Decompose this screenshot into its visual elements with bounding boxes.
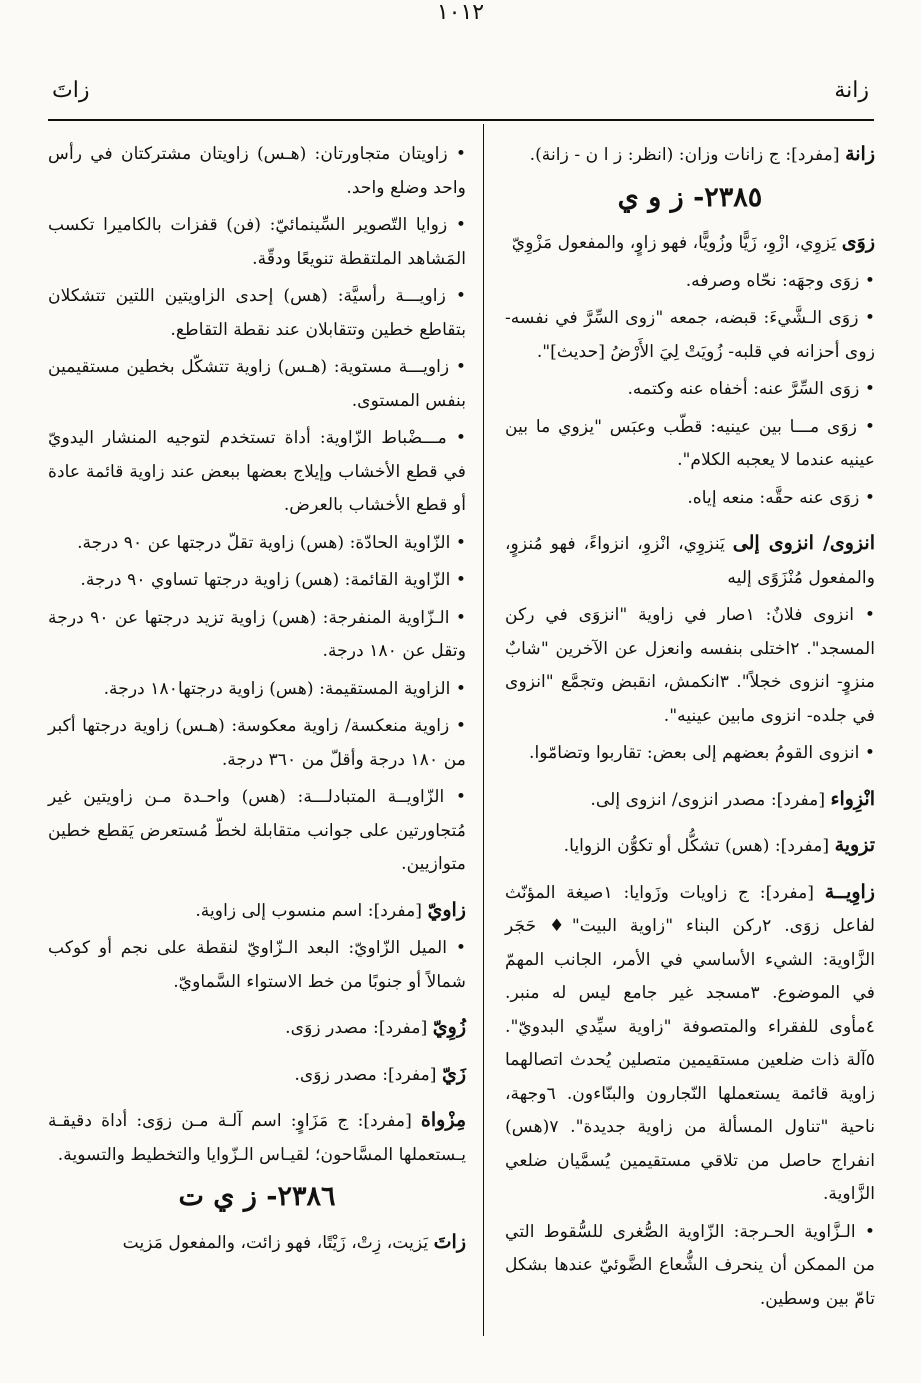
dictionary-entry xyxy=(505,527,875,595)
sense-item: • زاويـــة مستوية: (هـس) زاوية تتشكّل بخطين مستقيمين بنفس المستوى. xyxy=(48,357,466,411)
entry-definition: [مفرد]: (هس) تشكُّل أو تكوُّن الزوايا. xyxy=(563,836,835,856)
sense-item: • الـزَّاوية الحـرجة: الزّاوية الصُّغرى للسُّقوط التي من الممكن أن ينحرف الشُّعاع الضَّوئيّ عندها بشكل تامّ بين وسطين. xyxy=(505,1221,875,1309)
sense-item: • الـزّاوية المنفرجة: (هس) زاوية تزيد درجتها عن ٩٠ درجة وتقل عن ١٨٠ درجة. xyxy=(48,607,466,661)
headword: انزوى/ انزوى إلى xyxy=(732,532,875,554)
sense-item: • زاويتان متجاورتان: (هـس) زاويتان مشتركتان في رأس واحد وضلع واحد. xyxy=(48,144,466,198)
headword: زُوِيّ xyxy=(432,1016,466,1038)
column-divider xyxy=(483,124,484,1336)
running-head-left: زاتَ xyxy=(52,78,90,103)
running-head-right: زانة xyxy=(834,78,869,103)
dictionary-entry xyxy=(48,1058,466,1093)
sense-item: • انزوى القومُ بعضهم إلى بعض: تقاربوا وتضامّوا. xyxy=(528,743,875,763)
dictionary-entry xyxy=(48,1104,466,1172)
sense-item: • الميل الزّاويّ: البعد الـزّاويّ لنقطة على نجم أو كوكب شمالاً أو جنوبًا من خط الاستواء السَّماويّ. xyxy=(48,938,466,992)
entry-definition: [مفرد]: ج زاويات وزَوايا: ١صيغة المؤنّث لفاعل زوَى. ٢ركن البناء "زاوية البيت"♦ حَجَر الزَّاوية: الشيء الأساسي في الأمر، الجانب المهمّ في الموضوع. ٣مسجد غير جامع ليس له منبر. ٤مأوى للفقراء والمتصوفة "زاوية سيِّدي البدويّ". ٥آلة ذات ضلعين مستقيمين متصلين يُحدث اتصالهما زاوية قائمة يستعملها النّجارون والبنّاءون. ٦وجهة، ناحية "تناول المسألة من زاوية جديدة". ٧(هس) انفراج حاصل من تلاقي مستقيمين يُسمَّيان ضلعي الزَّاوية. xyxy=(505,882,875,1204)
sense-item: • زوايا التّصوير السِّينمائيّ: (فن) قفزات بالكاميرا تكسب المَشاهد الملتقطة تنويعًا ودقّة. xyxy=(48,215,466,269)
entry-definition: يَنزوِي، انْزوِ، انزواءً، فهو مُنزوٍ، والمفعول مُنْزَوًى إليه xyxy=(505,534,875,588)
sense-item: • مـــضْباط الزّاوية: أداة تستخدم لتوجيه المنشار اليدويّ في قطع الأخشاب وإيلاج بعضها ببعض عند زاوية قائمة عادة أو قطع الأخشاب بالعرض. xyxy=(48,428,466,515)
entry-definition: [مفرد]: ج مَزَاوٍ: اسم آلـة مـن زوَى: أداة دقيقـة يـستعملها المسَّاحون؛ لقيـاس الـزّوايا والتخطيط والتسوية. xyxy=(48,1111,466,1165)
sense-item: • انزوى فلانٌ: ١صار في زاوية "انزوَى في ركن المسجد". ٢اختلى بنفسه وانعزل عن الآخرين "شابٌ منزوٍ- انزوى خجلاً". ٣انكمش، انقبض وتجمَّع "انزوى في جلده- انزوى مابين عينيه". xyxy=(505,605,876,726)
dictionary-entry xyxy=(505,138,875,173)
page-number: ١٠١٢ xyxy=(436,0,485,25)
right-column xyxy=(505,138,875,1320)
headword: زاوِيــة xyxy=(824,880,875,903)
dictionary-entry xyxy=(505,829,875,864)
sense-item: • زوَى عنه حقَّه: منعه إياه. xyxy=(687,487,875,508)
sense-item: • زوَى السِّرَّ عنه: أخفاه عنه وكتمه. xyxy=(627,379,875,399)
headword: زَيّ xyxy=(441,1062,466,1085)
headword: زانة xyxy=(845,143,875,165)
headword: زاويّ xyxy=(427,898,466,921)
headword: انْزِواء xyxy=(830,787,875,810)
root-heading: ٢٣٨٦- ز ي ت xyxy=(178,1181,336,1212)
sense-item: • الزاوية المستقيمة: (هس) زاوية درجتها١٨٠ درجة. xyxy=(103,678,466,699)
entry-definition: [مفرد]: مصدر انزوى/ انزوى إلى. xyxy=(590,789,831,810)
sense-item: • الزّاوية الحادّة: (هس) زاوية تقلّ درجتها عن ٩٠ درجة. xyxy=(77,532,466,553)
entry-definition: يَزيت، زِتْ، زَيْتًا، فهو زائت، والمفعول مَزيت xyxy=(122,1232,434,1253)
left-column xyxy=(48,138,466,1264)
dictionary-entry xyxy=(48,1226,466,1261)
sense-item: • زاويـــة رأسيَّة: (هس) إحدى الزاويتين اللتين تتشكلان بتقاطع خطين وتتقابلان عند نقطة التقاطع. xyxy=(48,286,466,340)
dictionary-entry xyxy=(505,876,875,1212)
entry-definition: [مفرد]: مصدر زوَى. xyxy=(294,1064,442,1085)
entry-definition: [مفرد]: مصدر زوَى. xyxy=(285,1018,433,1038)
sense-item: • زوَى مـــا بين عينيه: قطّب وعبَس "يزوي ما بين عينيه عندما لا يعجبه الكلام". xyxy=(505,416,875,470)
headword: زاتَ xyxy=(433,1230,466,1253)
dictionary-entry xyxy=(48,894,466,929)
headword: زوَى xyxy=(841,231,875,253)
sense-item: • الزّاويــة المتبادلـــة: (هس) واحـدة مـن زاويتين غير مُتجاورتين على جوانب متقابلة لخطّ مُستعرض يَقطع خطين متوازيين. xyxy=(48,787,466,874)
sense-item: • زوَى وجهَه: نحّاه وصرفه. xyxy=(685,270,875,291)
entry-definition: يَزوِي، ازْوِ، زَيًّا وزُويًّا، فهو زاوٍ، والمفعول مَزْوِيّ xyxy=(511,233,842,253)
sense-item: • زاوية منعكسة/ زاوية معكوسة: (هـس) زاوية درجتها أكبر من ١٨٠ درجة وأقلّ من ٣٦٠ درجة. xyxy=(48,716,466,770)
dictionary-entry xyxy=(505,783,875,818)
root-heading: ٢٣٨٥- ز و ي xyxy=(617,181,763,213)
headword: مِزْواة xyxy=(420,1109,466,1131)
header-rule xyxy=(48,119,874,121)
dictionary-entry xyxy=(48,1011,466,1046)
headword: تزوية xyxy=(834,834,875,856)
dictionary-entry xyxy=(505,226,875,261)
entry-definition: [مفرد]: اسم منسوب إلى زاوية. xyxy=(195,900,428,921)
entry-definition: [مفرد]: ج زانات وزان: (انظر: ز ا ن - زانة). xyxy=(529,145,846,165)
sense-item: • الزّاوية القائمة: (هس) زاوية درجتها تساوي ٩٠ درجة. xyxy=(80,570,466,590)
sense-item: • زوَى الـشَّيءَ: قبضه، جمعه "زوى السِّرَّ في نفسه- زوى أحزانه في قلبه- زُويَتْ لِيَ الأَرْضُ [حديث]". xyxy=(505,308,875,362)
